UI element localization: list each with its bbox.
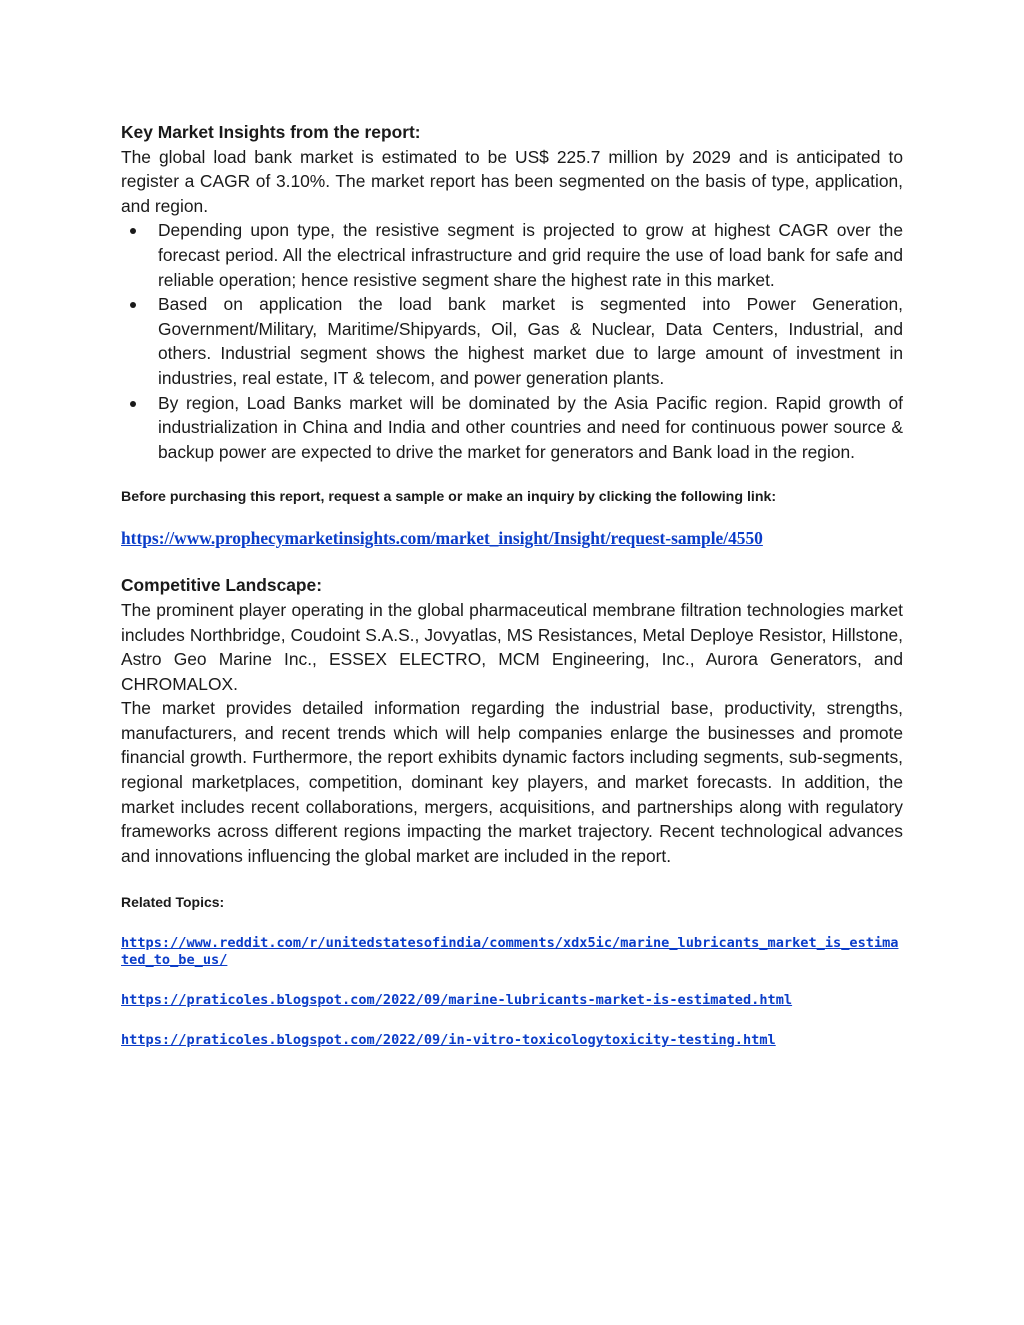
insights-heading: Key Market Insights from the report: <box>121 122 421 142</box>
bullet-text: By region, Load Banks market will be dominated by the Asia Pacific region. Rapid growth of industrialization in China and India and other countries and need for continuous power source & backup power are expected to drive the market for generators and Bank load in the region. <box>158 392 903 462</box>
insights-bullet-list <box>121 218 903 464</box>
related-link-marine-lubricants[interactable]: https://praticoles.blogspot.com/2022/09/marine-lubricants-market-is-estimated.html <box>121 992 793 1009</box>
related-link-reddit[interactable]: https://www.reddit.com/r/unitedstatesofindia/comments/xdx5ic/marine_lubricants_market_is_estimated_to_be_us/ <box>121 935 899 969</box>
bullet-icon <box>130 302 136 308</box>
insights-bullet-item <box>121 218 903 292</box>
related-link-toxicology-testing[interactable]: https://praticoles.blogspot.com/2022/09/in-vitro-toxicologytoxicity-testing.html <box>121 1032 776 1049</box>
competitive-section <box>121 573 903 868</box>
request-sample-link[interactable]: https://www.prophecymarketinsights.com/market_insight/Insight/request-sample/4550 <box>121 528 763 549</box>
competitive-paragraph-players: The prominent player operating in the global pharmaceutical membrane filtration technologies market includes Northbridge, Coudoint S.A.S., Jovyatlas, MS Resistances, Metal Deploye Resistor, Hillstone, Astro Geo Marine Inc., ESSEX ELECTRO, MCM Engineering, Inc., Aurora Generators, and CHROMALOX. <box>121 599 903 694</box>
bullet-text: Depending upon type, the resistive segment is projected to grow at highest CAGR over the forecast period. All the electrical infrastructure and grid require the use of load bank for safe and reliable operation; hence resistive segment share the highest rate in this market. <box>158 220 903 290</box>
inquiry-text: Before purchasing this report, request a sample or make an inquiry by clicking the following link: <box>121 489 777 506</box>
related-topics-heading: Related Topics: <box>121 894 225 911</box>
insights-bullet-item <box>121 292 903 390</box>
document-page <box>121 120 903 1049</box>
insights-intro: The global load bank market is estimated to be US$ 225.7 million by 2029 and is anticipated to register a CAGR of 3.10%. The market report has been segmented on the basis of type, application, and region. <box>121 146 903 216</box>
competitive-heading: Competitive Landscape: <box>121 575 323 596</box>
bullet-text: Based on application the load bank market is segmented into Power Generation, Government/Military, Maritime/Shipyards, Oil, Gas & Nuclear, Data Centers, Industrial, and others. Industrial segment shows the highest market due to large amount of investment in industries, real estate, IT & telecom, and power generation plants. <box>158 294 903 388</box>
bullet-icon <box>130 228 136 234</box>
competitive-paragraph-details: The market provides detailed information regarding the industrial base, productivity, strengths, manufacturers, and recent trends which will help companies enlarge the businesses and promote financial growth. Furthermore, the report exhibits dynamic factors including segments, sub-segments, regional marketplaces, competition, dominant key players, and market forecasts. In addition, the market includes recent collaborations, mergers, acquisitions, and partnerships along with regulatory frameworks across different regions impacting the market trajectory. Recent technological advances and innovations influencing the global market are included in the report. <box>121 698 903 866</box>
insights-bullet-item <box>121 391 903 465</box>
bullet-icon <box>130 401 136 407</box>
